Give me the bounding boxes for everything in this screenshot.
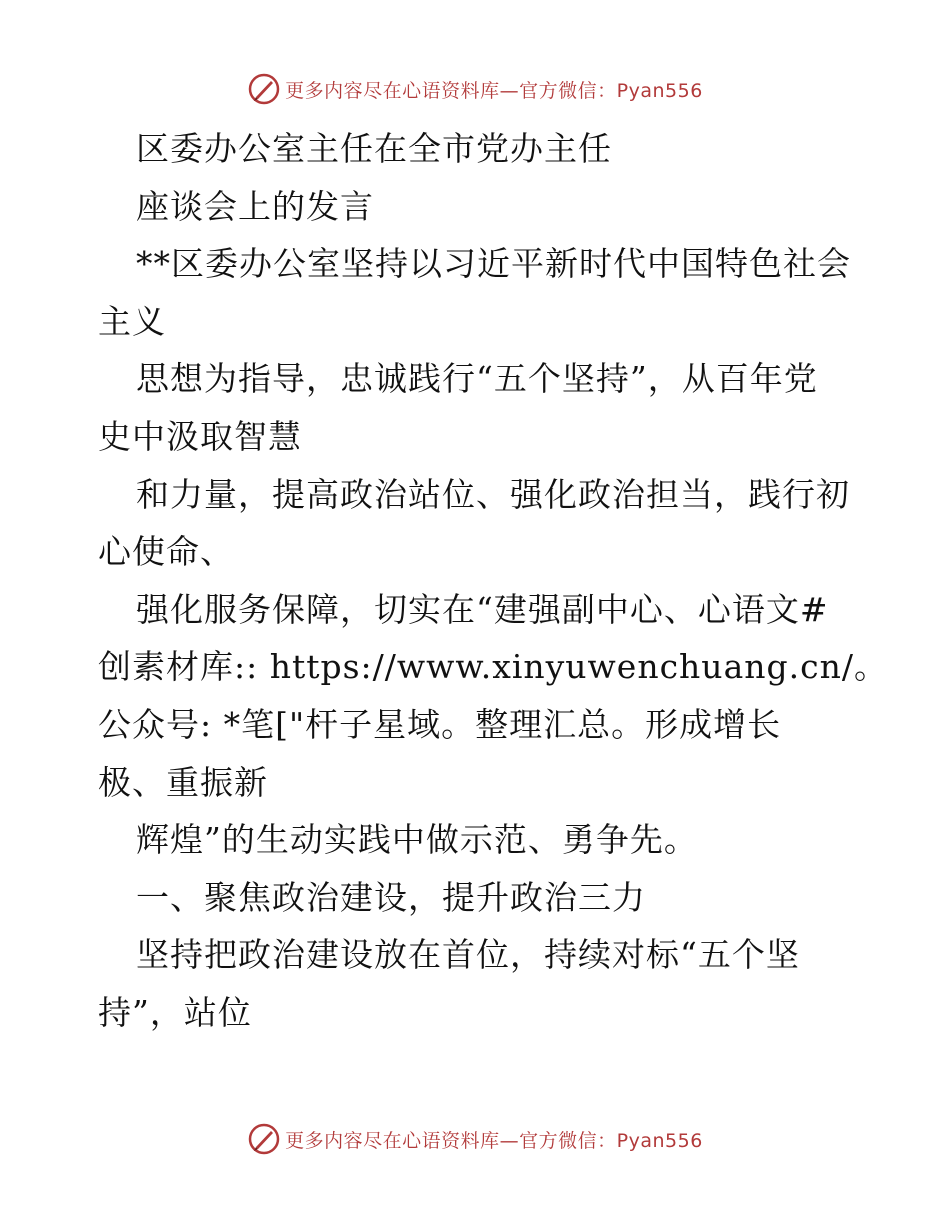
quill-logo-icon <box>247 1122 281 1156</box>
footer-watermark <box>0 1122 950 1156</box>
section-heading: 一、聚焦政治建设，提升政治三力 <box>136 877 646 917</box>
text-line: 创素材库:: https://www.xinyuwenchuang.cn/。 <box>98 647 888 687</box>
text-line: 持”，站位 <box>98 992 252 1032</box>
text-line: 座谈会上的发言 <box>136 186 374 226</box>
footer-watermark-text: 更多内容尽在心语资料库—官方微信：Pyan556 <box>285 1129 703 1152</box>
text-line: **区委办公室坚持以习近平新时代中国特色社会 <box>136 244 851 284</box>
text-line: 思想为指导，忠诚践行“五个坚持”，从百年党 <box>136 359 818 399</box>
text-line: 辉煌”的生动实践中做示范、勇争先。 <box>136 820 698 860</box>
text-line: 强化服务保障，切实在“建强副中心、心语文# <box>136 589 829 629</box>
text-line: 主义 <box>98 301 166 341</box>
text-line: 心使命、 <box>98 532 234 572</box>
text-line: 区委办公室主任在全市党办主任 <box>136 129 612 168</box>
text-line: 极、重振新 <box>98 762 268 802</box>
document-body <box>98 120 888 1042</box>
text-line: 和力量，提高政治站位、强化政治担当，践行初 <box>136 474 850 514</box>
text-line: 坚持把政治建设放在首位，持续对标“五个坚 <box>136 935 800 975</box>
quill-logo-icon <box>247 72 281 106</box>
header-watermark-text: 更多内容尽在心语资料库—官方微信：Pyan556 <box>285 79 703 102</box>
header-watermark <box>0 72 950 106</box>
text-line: 史中汲取智慧 <box>98 416 302 456</box>
text-line: 公众号: *笔["杆子星域。整理汇总。形成增长 <box>98 704 782 744</box>
